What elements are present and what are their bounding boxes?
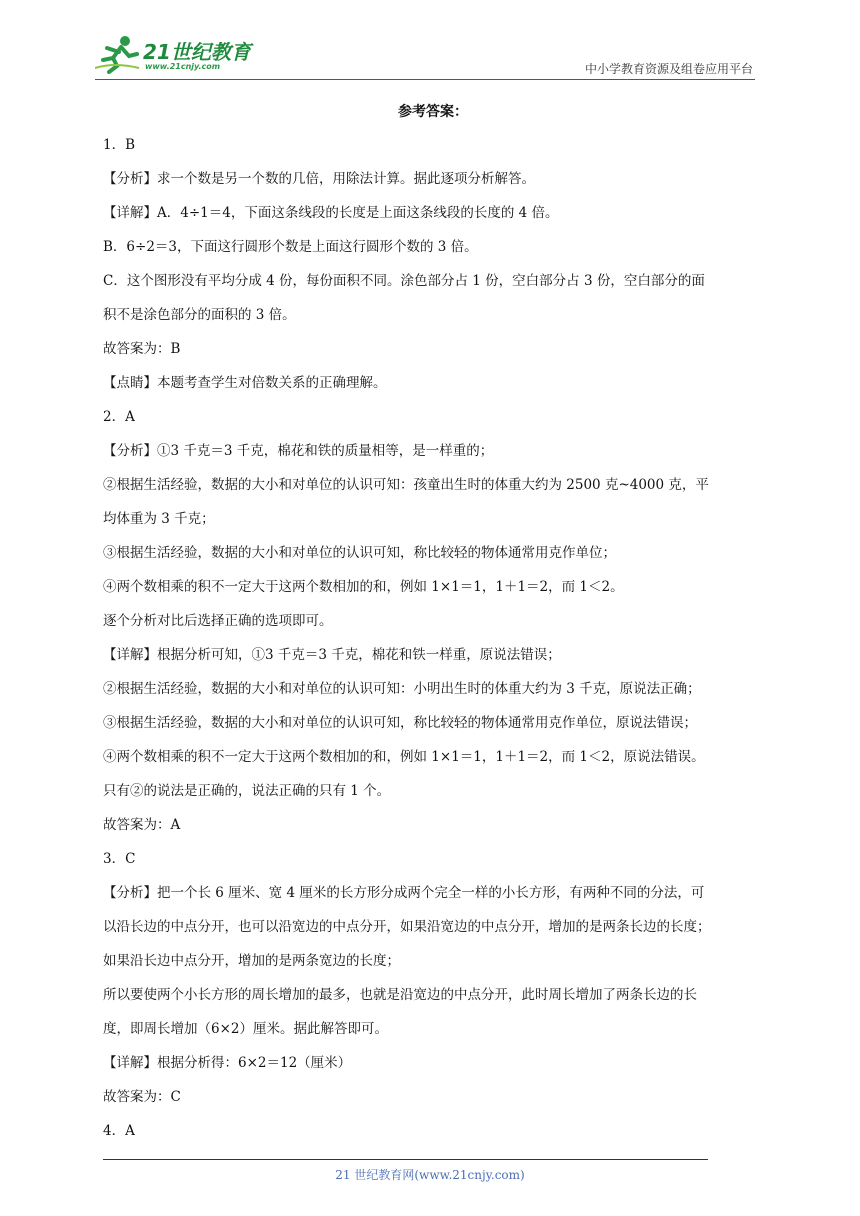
text-line: 逐个分析对比后选择正确的选项即可。 [103, 613, 333, 629]
text-line: ③根据生活经验，数据的大小和对单位的认识可知，称比较轻的物体通常用克作单位，原说法错误； [103, 715, 697, 731]
text-line: 如果沿长边中点分开，增加的是两条宽边的长度； [103, 953, 400, 969]
site-logo [95, 34, 275, 74]
text-line: 2．A [103, 409, 135, 425]
text-line: ④两个数相乘的积不一定大于这两个数相加的和，例如 1×1＝1，1＋1＝2，而 1＜2。 [103, 579, 624, 595]
text-line: 【分析】①3 千克＝3 千克，棉花和铁的质量相等，是一样重的； [103, 443, 494, 459]
text-line: 【详解】根据分析可知，①3 千克＝3 千克，棉花和铁一样重，原说法错误； [103, 647, 561, 663]
text-line: 【分析】求一个数是另一个数的几倍，用除法计算。据此逐项分析解答。 [103, 171, 535, 187]
text-line: 3．C [103, 851, 136, 867]
text-line: 度，即周长增加（6×2）厘米。据此解答即可。 [103, 1021, 388, 1037]
text-line: 【详解】根据分析得：6×2＝12（厘米） [103, 1055, 352, 1071]
text-line: 【点睛】本题考查学生对倍数关系的正确理解。 [103, 375, 387, 391]
header-divider [95, 79, 755, 80]
answer-content [103, 96, 763, 1148]
text-line: ②根据生活经验，数据的大小和对单位的认识可知：小明出生时的体重大约为 3 千克，原说法正确； [103, 681, 701, 697]
text-line: 均体重为 3 千克； [103, 511, 215, 527]
text-line: ④两个数相乘的积不一定大于这两个数相加的和，例如 1×1＝1，1＋1＝2，而 1＜2，原说法错误。 [103, 749, 705, 765]
text-line: ②根据生活经验，数据的大小和对单位的认识可知：孩童出生时的体重大约为 2500 克~4000 克，平 [103, 477, 709, 493]
answer-lines [103, 128, 763, 1148]
text-line: 4．A [103, 1123, 135, 1139]
logo-url: www.21cnjy.com [145, 62, 221, 71]
text-line: C．这个图形没有平均分成 4 份，每份面积不同。涂色部分占 1 份，空白部分占 3 份，空白部分的面 [103, 273, 705, 289]
page-footer: 21 世纪教育网(www.21cnjy.com) [335, 1168, 525, 1182]
text-line: 积不是涂色部分的面积的 3 倍。 [103, 307, 296, 323]
text-line: 【分析】把一个长 6 厘米、宽 4 厘米的长方形分成两个完全一样的小长方形，有两种不同的分法，可 [103, 885, 705, 901]
text-line: 故答案为：B [103, 341, 181, 357]
text-line: 故答案为：C [103, 1089, 181, 1105]
page-title: 参考答案： [398, 104, 468, 120]
text-line: 1．B [103, 137, 136, 153]
platform-name: 中小学教育资源及组卷应用平台 [584, 62, 753, 76]
text-line: 以沿长边的中点分开，也可以沿宽边的中点分开，如果沿宽边的中点分开，增加的是两条长边的长度； [103, 919, 711, 935]
text-line: 所以要使两个小长方形的周长增加的最多，也就是沿宽边的中点分开，此时周长增加了两条长边的长 [103, 987, 697, 1003]
logo-text: 21世纪教育 [143, 40, 251, 64]
runner-icon [95, 34, 141, 74]
text-line: 只有②的说法是正确的，说法正确的只有 1 个。 [103, 783, 391, 799]
text-line: 故答案为：A [103, 817, 181, 833]
text-line: B．6÷2＝3，下面这行圆形个数是上面这行圆形个数的 3 倍。 [103, 239, 478, 255]
page-header [95, 30, 755, 80]
text-line: 【详解】A．4÷1＝4，下面这条线段的长度是上面这条线段的长度的 4 倍。 [103, 205, 559, 221]
text-line: ③根据生活经验，数据的大小和对单位的认识可知，称比较轻的物体通常用克作单位； [103, 545, 616, 561]
footer-divider [103, 1159, 708, 1160]
